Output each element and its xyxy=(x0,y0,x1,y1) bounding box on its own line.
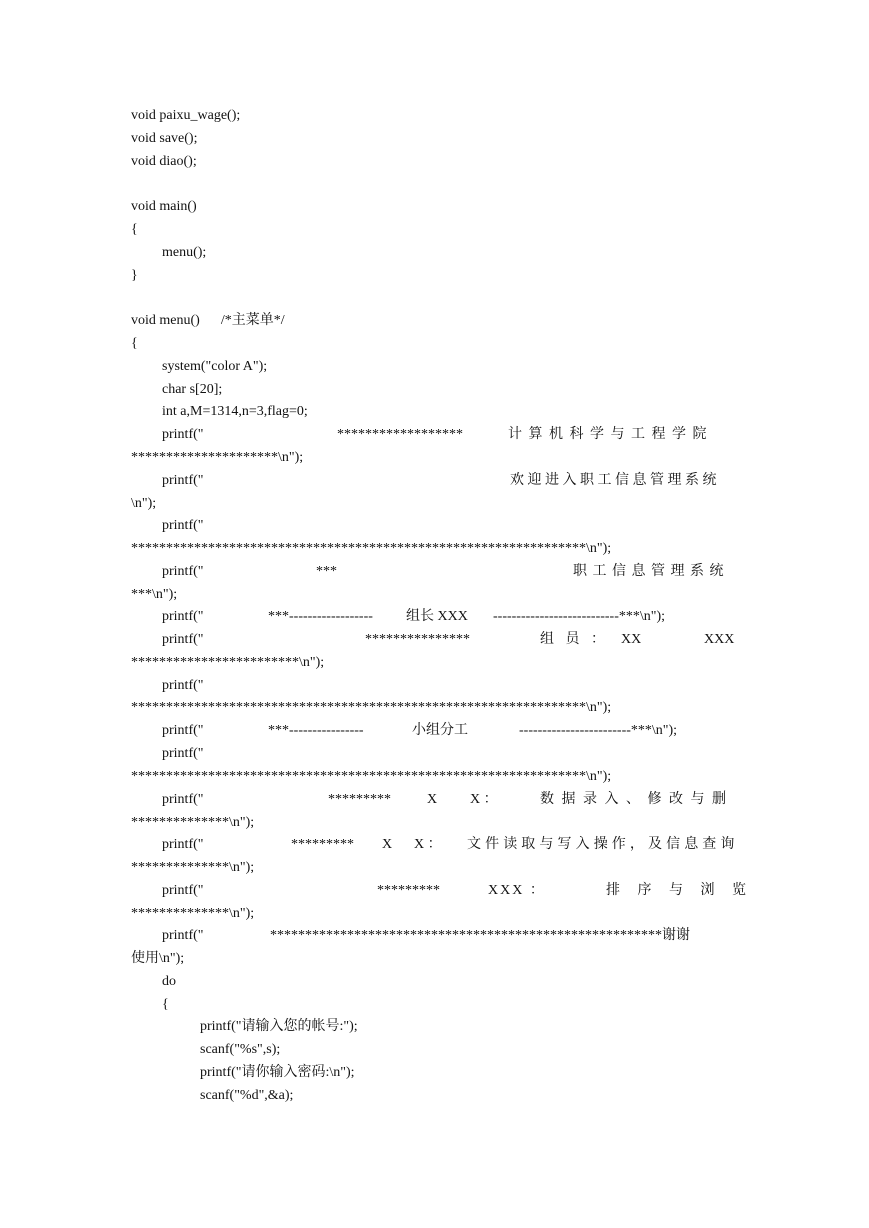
code-line: *************** xyxy=(365,632,470,647)
code-line: ********* xyxy=(291,837,354,852)
code-line: 数 据 录 入 、 修 改 与 删 xyxy=(540,792,728,807)
code-line: 组 员 ： xyxy=(540,632,609,647)
code-line: menu(); xyxy=(162,245,207,260)
code-line: printf(" xyxy=(162,837,204,852)
code-line: void diao(); xyxy=(131,154,197,169)
code-line: void main() xyxy=(131,199,197,214)
code-line: 职 工 信 息 管 理 系 统 xyxy=(573,564,725,579)
code-line: 欢 迎 进 入 职 工 信 息 管 理 系 统 xyxy=(510,473,717,488)
code-line: void save(); xyxy=(131,131,198,146)
code-line: *** xyxy=(316,564,337,579)
code-line: ********************************************************谢谢 xyxy=(270,928,690,943)
code-line: *****************************************************************\n"); xyxy=(131,541,612,556)
code-line: printf(" xyxy=(162,564,204,579)
code-line: printf(" xyxy=(162,723,204,738)
code-line: printf("请输入您的帐号:"); xyxy=(200,1019,358,1034)
code-line: X ： xyxy=(414,837,442,852)
code-line: **************\n"); xyxy=(131,815,255,830)
code-line: X xyxy=(427,792,438,807)
code-line: ************************\n"); xyxy=(131,655,325,670)
code-line: ********* xyxy=(328,792,391,807)
code-line: ***------------------ xyxy=(268,609,373,624)
code-line: 排 序 与 浏 览 xyxy=(606,883,753,898)
code-line: void menu() /*主菜单*/ xyxy=(131,313,285,328)
code-line: do xyxy=(162,974,176,989)
code-line: *********************\n"); xyxy=(131,450,304,465)
code-line: printf(" xyxy=(162,678,204,693)
code-line: printf(" xyxy=(162,473,204,488)
code-line: ***---------------- xyxy=(268,723,364,738)
code-line: X xyxy=(382,837,393,852)
code-line: ---------------------------***\n"); xyxy=(493,609,666,624)
code-line: char s[20]; xyxy=(162,382,223,397)
code-line: XXX xyxy=(704,632,735,647)
code-line: ***\n"); xyxy=(131,587,178,602)
code-line: 使用\n"); xyxy=(131,951,185,966)
code-line: **************\n"); xyxy=(131,860,255,875)
code-line: *****************************************************************\n"); xyxy=(131,769,612,784)
code-line: **************\n"); xyxy=(131,906,255,921)
code-line: printf(" xyxy=(162,427,204,442)
code-line: printf(" xyxy=(162,518,204,533)
code-line: X ： xyxy=(470,792,498,807)
code-line: { xyxy=(162,997,169,1012)
code-line: printf(" xyxy=(162,928,204,943)
code-line: void paixu_wage(); xyxy=(131,108,241,123)
code-line: printf(" xyxy=(162,746,204,761)
code-line: { xyxy=(131,222,138,237)
code-line: printf("请你输入密码:\n"); xyxy=(200,1065,355,1080)
code-line: { xyxy=(131,336,138,351)
code-line: 文 件 读 取 与 写 入 操 作 ， 及 信 息 查 询 xyxy=(467,837,735,852)
code-line: scanf("%d",&a); xyxy=(200,1088,294,1103)
code-line: printf(" xyxy=(162,883,204,898)
code-line: 组长 XXX xyxy=(406,609,468,624)
code-line: ********* xyxy=(377,883,440,898)
code-line: 小组分工 xyxy=(412,723,468,738)
code-line: *****************************************************************\n"); xyxy=(131,700,612,715)
code-line: 计 算 机 科 学 与 工 程 学 院 xyxy=(508,427,708,442)
code-line: XX xyxy=(621,632,642,647)
code-line: } xyxy=(131,268,138,283)
code-line: int a,M=1314,n=3,flag=0; xyxy=(162,404,308,419)
code-line: \n"); xyxy=(131,496,157,511)
code-line: printf(" xyxy=(162,792,204,807)
code-line: printf(" xyxy=(162,632,204,647)
code-line: system("color A"); xyxy=(162,359,268,374)
code-line: ****************** xyxy=(337,427,463,442)
code-line: XXX ： xyxy=(488,883,546,898)
code-line: printf(" xyxy=(162,609,204,624)
code-line: ------------------------***\n"); xyxy=(519,723,678,738)
code-line: scanf("%s",s); xyxy=(200,1042,281,1057)
